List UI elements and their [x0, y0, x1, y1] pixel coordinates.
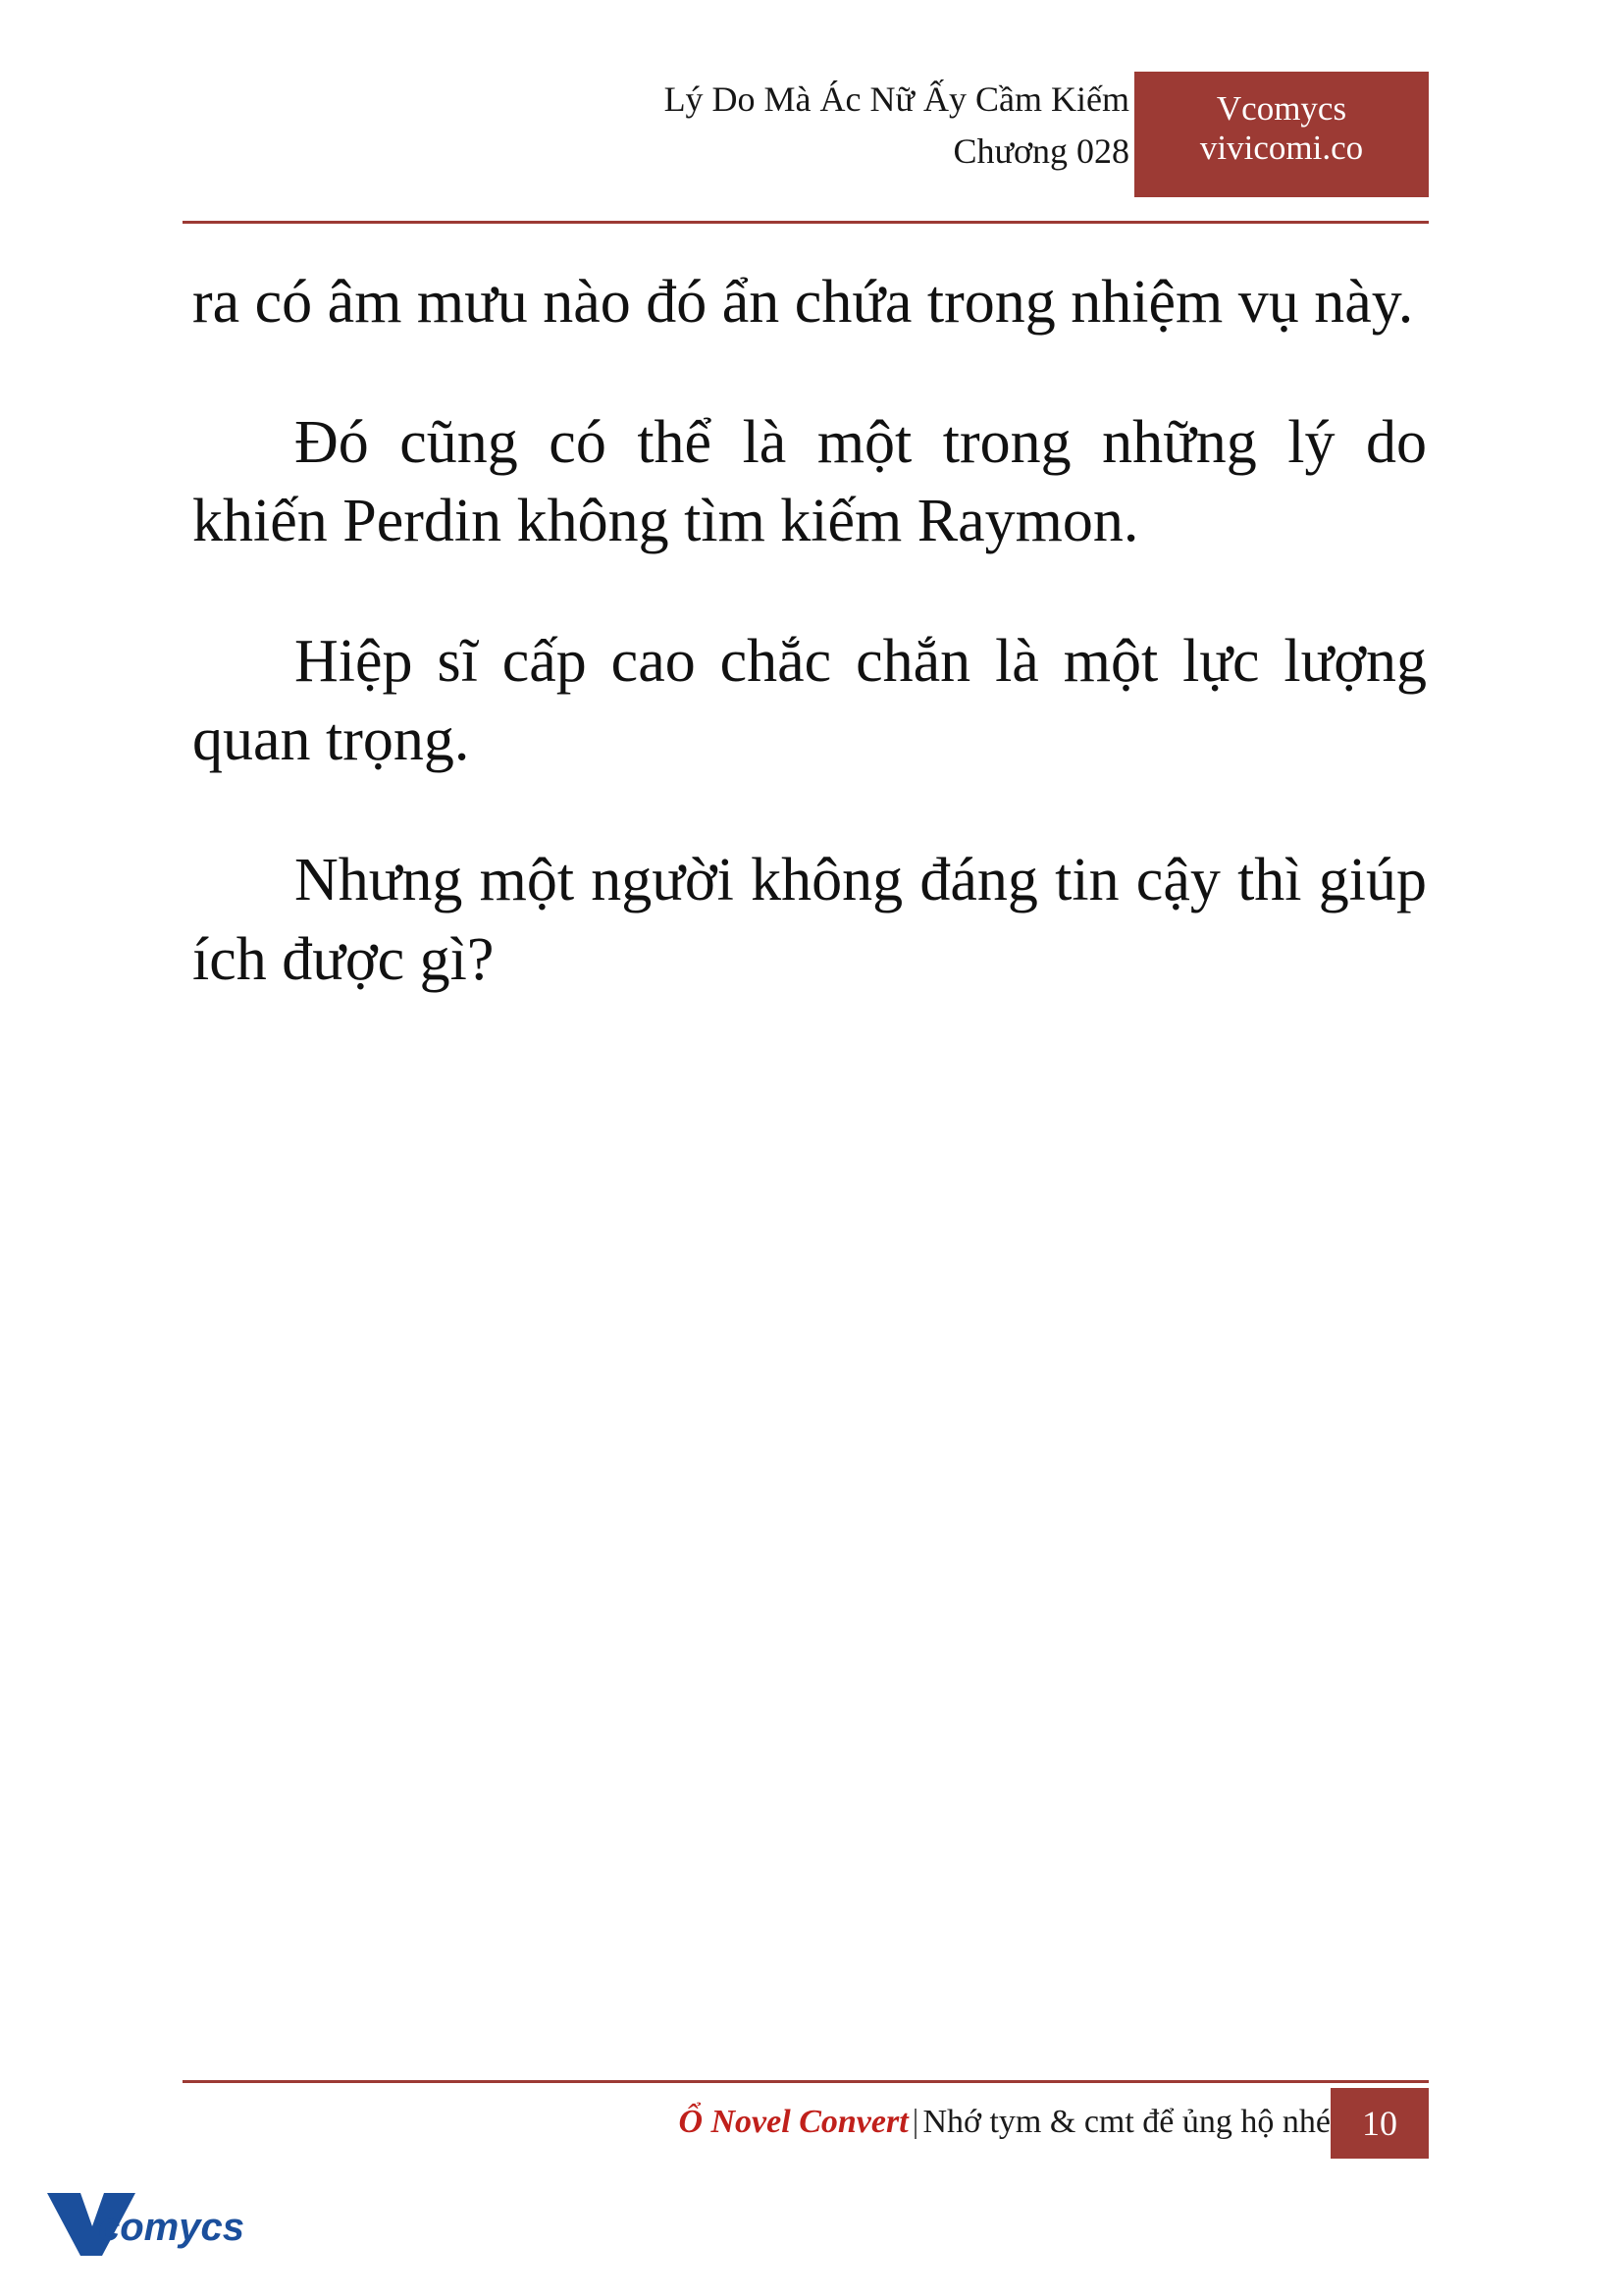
footer-divider: [183, 2080, 1429, 2083]
book-title: Lý Do Mà Ác Nữ Ấy Cầm Kiếm: [663, 79, 1129, 119]
page-content: [192, 263, 1427, 999]
footer-brand: Ổ Novel Convert: [678, 2104, 909, 2140]
page-number: 10: [1331, 2088, 1429, 2159]
footer-text-group: [678, 2104, 1331, 2141]
vcomycs-watermark-logo: [41, 2183, 267, 2262]
header-title-group: [664, 77, 1129, 175]
header-divider: [183, 221, 1429, 224]
svg-text:comycs: comycs: [98, 2206, 244, 2249]
site-badge-url: vivicomi.co: [1199, 129, 1364, 168]
paragraph: Nhưng một người không đáng tin cậy thì giúp ích được gì?: [192, 846, 1427, 993]
paragraph: ra có âm mưu nào đó ẩn chứa trong nhiệm vụ này.: [192, 269, 1414, 336]
paragraph: Hiệp sĩ cấp cao chắc chắn là một lực lượng quan trọng.: [192, 627, 1427, 774]
site-badge-name: Vcomycs: [1216, 89, 1347, 128]
footer-note: Nhớ tym & cmt để ủng hộ nhé: [922, 2104, 1331, 2140]
paragraph: Đó cũng có thể là một trong những lý do khiến Perdin không tìm kiếm Raymon.: [192, 408, 1427, 555]
site-badge: [1134, 72, 1429, 197]
footer-separator: |: [912, 2104, 919, 2140]
page-footer: [183, 2088, 1429, 2161]
chapter-label: Chương 028: [953, 130, 1129, 171]
page-header: [183, 77, 1429, 214]
